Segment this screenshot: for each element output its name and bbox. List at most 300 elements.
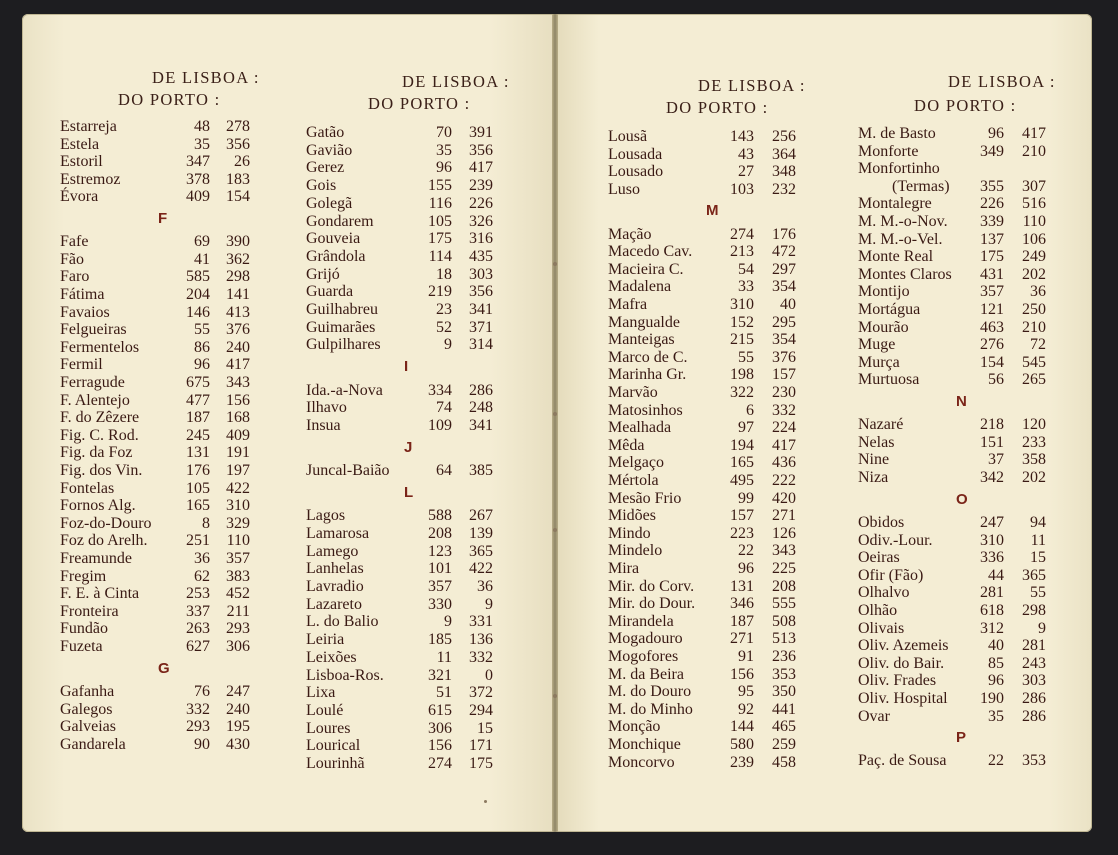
distance-from-porto: 343 (772, 542, 796, 560)
distance-from-lisboa: 477 (186, 391, 210, 409)
distance-from-porto: 436 (772, 454, 796, 472)
distance-from-porto: 15 (1030, 549, 1046, 567)
distance-from-porto: 356 (469, 283, 493, 301)
place-name: Estarreja (60, 118, 117, 135)
distance-row (306, 667, 493, 684)
distance-from-porto: 232 (772, 180, 796, 198)
place-name: Monção (608, 718, 661, 736)
place-name: M. M.-o-Nov. (858, 213, 948, 230)
distance-from-porto: 295 (772, 313, 796, 331)
distance-from-lisboa: 114 (428, 247, 452, 265)
staple-hole (553, 412, 557, 416)
place-name: Mogadouro (608, 630, 683, 648)
distance-from-porto: 259 (772, 736, 796, 754)
distance-row (608, 666, 796, 683)
distance-row (306, 283, 493, 300)
distance-from-porto: 513 (772, 630, 796, 648)
distance-row (306, 399, 493, 416)
distance-from-porto: 249 (1022, 248, 1046, 266)
place-name: Gois (306, 177, 337, 195)
distance-row (858, 708, 1046, 725)
place-name: M. do Minho (608, 700, 693, 718)
distance-from-porto: 316 (469, 230, 493, 248)
place-name: Fão (60, 250, 84, 268)
place-name: Marvão (608, 384, 658, 402)
place-name: M. do Douro (608, 683, 692, 701)
place-name: Mafra (608, 296, 648, 314)
distance-from-lisboa: 204 (186, 286, 210, 304)
place-name: Ovar (858, 707, 890, 725)
place-name: Fafe (60, 233, 89, 251)
place-name: Oliv. Frades (858, 672, 937, 690)
distance-from-porto: 465 (772, 718, 796, 736)
distance-row (306, 124, 493, 141)
distance-from-porto: 307 (1022, 177, 1046, 195)
distance-from-porto: 353 (1022, 752, 1046, 770)
distance-from-lisboa: 176 (186, 462, 210, 480)
place-name: Mindo (608, 524, 651, 542)
distance-from-porto: 417 (469, 159, 493, 177)
distance-from-porto: 195 (226, 718, 250, 736)
place-name: Olhão (858, 601, 898, 619)
distance-row (608, 754, 796, 771)
distance-from-porto: 154 (226, 188, 250, 206)
place-name: M. da Beira (608, 665, 684, 683)
place-name: Manteigas (608, 331, 675, 349)
distance-row (858, 160, 1046, 177)
place-name: Fermentelos (60, 338, 140, 356)
distance-from-porto: 422 (469, 560, 493, 578)
place-name: Mértola (608, 472, 659, 490)
place-name: Gafanha (60, 682, 115, 700)
distance-row (60, 638, 250, 655)
distance-row (858, 354, 1046, 371)
distance-row (858, 266, 1046, 283)
distance-from-porto: 171 (469, 737, 493, 755)
place-name: Gatão (306, 124, 345, 141)
distance-row (608, 490, 796, 507)
distance-from-porto: 40 (780, 296, 796, 314)
distance-from-lisboa: 165 (186, 497, 210, 515)
place-name: Mirandela (608, 612, 674, 630)
distance-row (858, 690, 1046, 707)
distance-from-porto: 120 (1022, 416, 1046, 434)
place-name: Loures (306, 719, 351, 737)
distance-row (608, 454, 796, 471)
distance-from-lisboa: 131 (730, 577, 754, 595)
distance-from-porto: 267 (469, 507, 493, 525)
distance-from-lisboa: 585 (186, 268, 210, 286)
distance-from-lisboa: 90 (194, 735, 210, 753)
distance-row (306, 755, 493, 772)
distance-row (306, 382, 493, 399)
distance-from-lisboa: 35 (988, 707, 1004, 725)
place-name: Lanhelas (306, 560, 364, 578)
distance-row (60, 118, 250, 135)
distance-from-lisboa: 239 (730, 753, 754, 771)
distance-row (60, 339, 250, 356)
distance-from-porto: 230 (772, 384, 796, 402)
place-name: Monfortinho (858, 160, 940, 178)
distance-from-lisboa: 96 (738, 560, 754, 578)
distance-from-lisboa: 131 (186, 444, 210, 462)
place-name: Galegos (60, 700, 113, 718)
distance-from-porto: 516 (1022, 195, 1046, 213)
distance-from-lisboa: 310 (730, 296, 754, 314)
place-name: Mir. do Dour. (608, 595, 696, 613)
place-name: Fregim (60, 567, 107, 585)
distance-row (60, 356, 250, 373)
distance-from-lisboa: 35 (436, 141, 452, 159)
distance-row (608, 181, 796, 198)
distance-from-lisboa: 18 (436, 265, 452, 283)
distance-from-porto: 332 (469, 648, 493, 666)
distance-row (60, 585, 250, 602)
distance-from-porto: 329 (226, 514, 250, 532)
place-name: Fermil (60, 356, 103, 374)
distance-from-lisboa: 310 (980, 531, 1004, 549)
distance-from-porto: 409 (226, 426, 250, 444)
distance-row (60, 603, 250, 620)
distance-from-lisboa: 293 (186, 718, 210, 736)
distance-from-porto: 390 (226, 233, 250, 251)
distance-row (306, 631, 493, 648)
distance-from-porto: 458 (772, 753, 796, 771)
place-name: Favaios (60, 303, 110, 321)
place-name: Macieira C. (608, 260, 684, 278)
distance-from-lisboa: 187 (186, 409, 210, 427)
place-name: Fundão (60, 620, 108, 638)
distance-row (858, 602, 1046, 619)
header-do-porto: DO PORTO : (914, 96, 1017, 115)
place-name: Faro (60, 268, 90, 286)
distance-from-lisboa: 346 (730, 595, 754, 613)
distance-row (608, 560, 796, 577)
distance-from-lisboa: 274 (428, 755, 452, 772)
distance-row (858, 637, 1046, 654)
place-name: Mesão Frio (608, 489, 682, 507)
distance-row (608, 243, 796, 260)
header-de-lisboa: DE LISBOA : (402, 72, 510, 91)
distance-row (60, 444, 250, 461)
distance-from-lisboa: 339 (980, 213, 1004, 230)
distance-from-lisboa: 146 (186, 303, 210, 321)
distance-row (60, 532, 250, 549)
distance-from-porto: 297 (772, 260, 796, 278)
distance-from-lisboa: 463 (980, 318, 1004, 336)
distance-row (608, 648, 796, 665)
distance-from-lisboa: 86 (194, 338, 210, 356)
distance-from-porto: 9 (1038, 619, 1046, 637)
distance-row (608, 630, 796, 647)
distance-from-lisboa: 580 (730, 736, 754, 754)
distance-from-lisboa: 618 (980, 601, 1004, 619)
place-name: Lourinhã (306, 755, 365, 772)
place-name: Luso (608, 180, 640, 198)
distance-from-porto: 391 (469, 124, 493, 141)
place-name: Galveias (60, 718, 116, 736)
place-name: L. do Balio (306, 613, 379, 631)
distance-from-lisboa: 321 (428, 666, 452, 684)
distance-row (306, 336, 493, 353)
place-name: Oeiras (858, 549, 900, 567)
distance-row (608, 419, 796, 436)
place-name: Montalegre (858, 195, 932, 213)
distance-from-porto: 353 (772, 665, 796, 683)
distance-from-porto: 356 (226, 135, 250, 153)
distance-row (608, 683, 796, 700)
place-name: Lousã (608, 128, 648, 145)
place-name: Golegã (306, 194, 353, 212)
distance-from-porto: 191 (226, 444, 250, 462)
place-name: Muge (858, 336, 896, 354)
distance-from-porto: 356 (469, 141, 493, 159)
place-name: Obidos (858, 513, 905, 531)
distance-from-lisboa: 55 (194, 321, 210, 339)
distance-from-lisboa: 165 (730, 454, 754, 472)
place-name: Mealhada (608, 419, 672, 437)
distance-row (858, 584, 1046, 601)
place-name: F. do Zêzere (60, 409, 140, 427)
distance-from-porto: 417 (226, 356, 250, 374)
distance-from-lisboa: 342 (980, 469, 1004, 487)
place-name: Madalena (608, 278, 672, 296)
distance-from-porto: 435 (469, 247, 493, 265)
distance-row (858, 672, 1046, 689)
distance-row (858, 301, 1046, 318)
place-name: Leixões (306, 648, 357, 666)
place-name: Ofir (Fão) (858, 566, 924, 584)
place-name: Mangualde (608, 313, 680, 331)
distance-from-lisboa: 322 (730, 384, 754, 402)
place-name: M. de Basto (858, 125, 936, 142)
distance-from-porto: 430 (226, 735, 250, 753)
distance-from-porto: 383 (226, 567, 250, 585)
distance-row (608, 146, 796, 163)
distance-from-porto: 26 (234, 153, 250, 171)
distance-row (306, 266, 493, 283)
distance-row (858, 469, 1046, 486)
distance-from-porto: 239 (469, 177, 493, 195)
distance-from-porto: 110 (226, 532, 250, 550)
distance-from-lisboa: 336 (980, 549, 1004, 567)
distance-from-porto: 293 (226, 620, 250, 638)
distance-from-lisboa: 247 (980, 513, 1004, 531)
distance-from-porto: 72 (1030, 336, 1046, 354)
distance-row (306, 177, 493, 194)
distance-row (306, 507, 493, 524)
distance-row (60, 286, 250, 303)
place-name: Lazareto (306, 595, 362, 613)
distance-from-lisboa: 194 (730, 436, 754, 454)
distance-row (608, 718, 796, 735)
place-name: Fig. C. Rod. (60, 426, 139, 444)
place-name: Fátima (60, 286, 105, 304)
distance-from-porto: 141 (226, 286, 250, 304)
header-do-porto: DO PORTO : (666, 98, 769, 117)
place-name: Mira (608, 560, 640, 578)
distance-row (306, 195, 493, 212)
distance-row (608, 278, 796, 295)
place-name: Lavradio (306, 578, 364, 595)
place-name: Gulpilhares (306, 336, 381, 354)
place-name: Leiria (306, 631, 345, 649)
distance-from-lisboa: 175 (428, 230, 452, 248)
distance-from-porto: 303 (469, 265, 493, 283)
header-de-lisboa: DE LISBOA : (948, 72, 1056, 91)
distance-from-lisboa: 52 (436, 318, 452, 336)
place-name: Olhalvo (858, 584, 910, 602)
place-name: Montijo (858, 283, 910, 301)
distance-from-lisboa: 155 (428, 177, 452, 195)
distance-from-porto: 222 (772, 472, 796, 490)
distance-from-lisboa: 431 (980, 265, 1004, 283)
distance-row (608, 437, 796, 454)
section-letter: P (956, 729, 967, 747)
distance-from-porto: 106 (1022, 230, 1046, 248)
place-name: Nazaré (858, 416, 904, 434)
page-mark (484, 800, 487, 803)
distance-from-porto: 0 (485, 666, 493, 684)
place-name: Marinha Gr. (608, 366, 687, 384)
place-name: Macedo Cav. (608, 243, 693, 261)
distance-from-porto: 508 (772, 612, 796, 630)
book-gutter (552, 14, 558, 832)
distance-row (60, 462, 250, 479)
distance-from-lisboa: 137 (980, 230, 1004, 248)
distance-row (858, 416, 1046, 433)
place-name: Murtuosa (858, 371, 920, 389)
header-do-porto: DO PORTO : (118, 90, 221, 109)
distance-from-lisboa: 105 (186, 479, 210, 497)
place-name: F. E. à Cinta (60, 585, 140, 603)
place-name: Lagos (306, 507, 346, 525)
section-letter: L (404, 483, 414, 501)
distance-row (306, 213, 493, 230)
distance-from-lisboa: 74 (436, 399, 452, 417)
distance-from-porto: 306 (226, 638, 250, 656)
distance-from-lisboa: 337 (186, 602, 210, 620)
distance-from-lisboa: 103 (730, 180, 754, 198)
place-name: Foz-do-Douro (60, 514, 152, 532)
distance-from-porto: 420 (772, 489, 796, 507)
distance-from-porto: 202 (1022, 265, 1046, 283)
distance-from-lisboa: 675 (186, 374, 210, 392)
distance-from-porto: 365 (1022, 566, 1046, 584)
distance-from-porto: 286 (1022, 689, 1046, 707)
distance-from-lisboa: 8 (202, 514, 210, 532)
distance-row (60, 409, 250, 426)
distance-row (858, 451, 1046, 468)
distance-from-lisboa: 495 (730, 472, 754, 490)
distance-row (60, 701, 250, 718)
section-letter: I (404, 358, 409, 376)
place-name: F. Alentejo (60, 391, 130, 409)
distance-from-porto: 364 (772, 145, 796, 163)
place-name: Foz do Arelh. (60, 532, 148, 550)
distance-row (858, 549, 1046, 566)
distance-from-porto: 233 (1022, 433, 1046, 451)
place-name: Nelas (858, 433, 895, 451)
distance-from-porto: 341 (469, 416, 493, 434)
staple-hole (553, 528, 557, 532)
distance-from-porto: 265 (1022, 371, 1046, 389)
distance-from-porto: 303 (1022, 672, 1046, 690)
distance-row (858, 567, 1046, 584)
distance-from-lisboa: 615 (428, 701, 452, 719)
distance-from-lisboa: 226 (980, 195, 1004, 213)
distance-from-porto: 343 (226, 374, 250, 392)
distance-row (608, 736, 796, 753)
place-name: Lousado (608, 163, 664, 181)
distance-from-lisboa: 156 (730, 665, 754, 683)
place-name: Gavião (306, 141, 353, 159)
distance-from-porto: 11 (1030, 531, 1046, 549)
distance-from-lisboa: 123 (428, 542, 452, 560)
distance-from-lisboa: 11 (436, 648, 452, 666)
distance-from-lisboa: 187 (730, 612, 754, 630)
distance-from-lisboa: 213 (730, 243, 754, 261)
distance-row (608, 507, 796, 524)
distance-from-lisboa: 306 (428, 719, 452, 737)
distance-row (306, 684, 493, 701)
distance-row (608, 525, 796, 542)
distance-from-porto: 331 (469, 613, 493, 631)
place-name: Ilhavo (306, 399, 347, 417)
place-name: Ida.-a-Nova (306, 381, 383, 399)
place-name: Monte Real (858, 248, 934, 266)
distance-row (608, 613, 796, 630)
distance-row (858, 371, 1046, 388)
distance-row (608, 472, 796, 489)
distance-row (858, 532, 1046, 549)
place-name: Monforte (858, 142, 919, 160)
place-name: Lixa (306, 684, 336, 702)
distance-row (60, 304, 250, 321)
section-letter: J (404, 438, 413, 456)
distance-from-lisboa: 190 (980, 689, 1004, 707)
distance-row (60, 550, 250, 567)
distance-row (858, 213, 1046, 230)
place-name: Juncal-Baião (306, 462, 390, 480)
distance-row (306, 525, 493, 542)
distance-from-lisboa: 143 (730, 128, 754, 145)
distance-from-lisboa: 105 (428, 212, 452, 230)
distance-row (306, 301, 493, 318)
distance-row (60, 683, 250, 700)
distance-from-lisboa: 62 (194, 567, 210, 585)
distance-row (858, 514, 1046, 531)
distance-from-porto: 210 (1022, 318, 1046, 336)
place-name: Mourão (858, 318, 909, 336)
place-name: Fronteira (60, 602, 119, 620)
place-name: Fontelas (60, 479, 115, 497)
distance-from-porto: 224 (772, 419, 796, 437)
place-name: Mêda (608, 436, 645, 454)
staple-hole (553, 694, 557, 698)
distance-row (858, 231, 1046, 248)
place-name: Mogofores (608, 648, 679, 666)
distance-from-lisboa: 253 (186, 585, 210, 603)
distance-from-porto: 9 (485, 595, 493, 613)
distance-from-lisboa: 154 (980, 353, 1004, 371)
place-name: Estremoz (60, 170, 121, 188)
place-name: M. M.-o-Vel. (858, 230, 943, 248)
place-name: Murça (858, 353, 900, 371)
distance-from-lisboa: 627 (186, 638, 210, 656)
distance-from-lisboa: 263 (186, 620, 210, 638)
distance-row (858, 336, 1046, 353)
